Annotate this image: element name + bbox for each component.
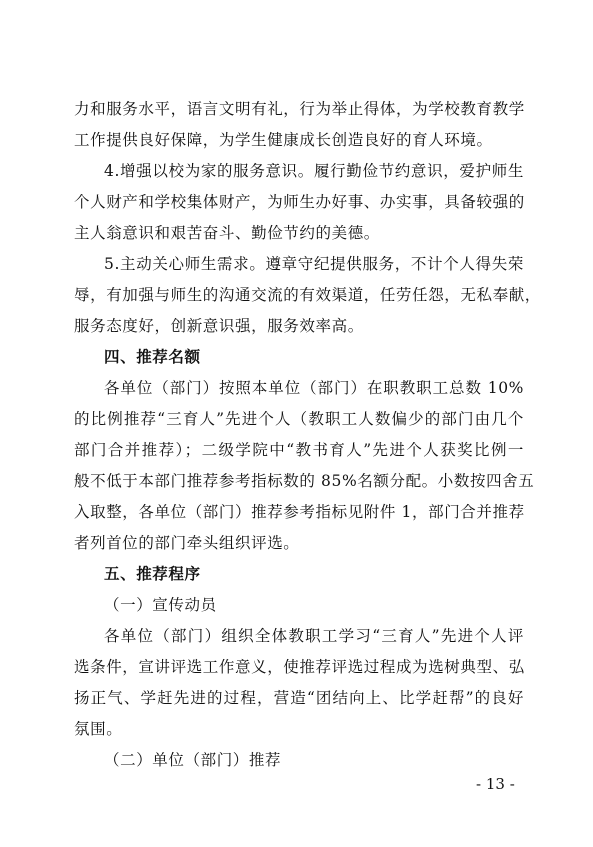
- paragraph-line: 般不低于本部门推荐参考指标数的 85%名额分配。小数按四舍五: [74, 472, 535, 490]
- paragraph-line: 入取整，各单位（部门）推荐参考指标见附件 1，部门合并推荐: [74, 503, 525, 521]
- subsection-heading: （一）宣传动员: [104, 596, 217, 614]
- paragraph-line: 扬正气、学赶先进的过程，营造“团结向上、比学赶帮”的良好: [74, 689, 524, 707]
- paragraph-line: 个人财产和学校集体财产，为师生办好事、办实事，具备较强的: [74, 193, 525, 211]
- paragraph-line: 各单位（部门）按照本单位（部门）在职教职工总数 10%: [104, 379, 524, 397]
- paragraph-line: 4.增强以校为家的服务意识。履行勤俭节约意识，爱护师生: [104, 162, 524, 180]
- section-heading: 五、推荐程序: [104, 565, 201, 583]
- paragraph-line: 氛围。: [74, 720, 123, 738]
- paragraph-line: 服务态度好，创新意识强，服务效率高。: [74, 317, 364, 335]
- page-number: - 13 -: [476, 775, 515, 793]
- paragraph-line: 力和服务水平，语言文明有礼，行为举止得体，为学校教育教学: [74, 100, 525, 118]
- section-heading: 四、推荐名额: [104, 348, 201, 366]
- paragraph-line: 部门合并推荐）；二级学院中“教书育人”先进个人获奖比例一: [74, 441, 524, 459]
- paragraph-line: 选条件，宣讲评选工作意义，使推荐评选过程成为选树典型、弘: [74, 658, 525, 676]
- paragraph-line: 工作提供良好保障，为学生健康成长创造良好的育人环境。: [74, 131, 493, 149]
- paragraph-line: 各单位（部门）组织全体教职工学习“三育人”先进个人评: [104, 627, 524, 645]
- paragraph-line: 的比例推荐“三育人”先进个人（教职工人数偏少的部门由几个: [74, 410, 524, 428]
- paragraph-line: 5.主动关心师生需求。遵章守纪提供服务，不计个人得失荣: [104, 255, 524, 273]
- paragraph-line: 辱，有加强与师生的沟通交流的有效渠道，任劳任怨，无私奉献，: [74, 286, 541, 304]
- paragraph-line: 主人翁意识和艰苦奋斗、勤俭节约的美德。: [74, 224, 380, 242]
- subsection-heading: （二）单位（部门）推荐: [104, 751, 282, 769]
- paragraph-line: 者列首位的部门牵头组织评选。: [74, 534, 300, 552]
